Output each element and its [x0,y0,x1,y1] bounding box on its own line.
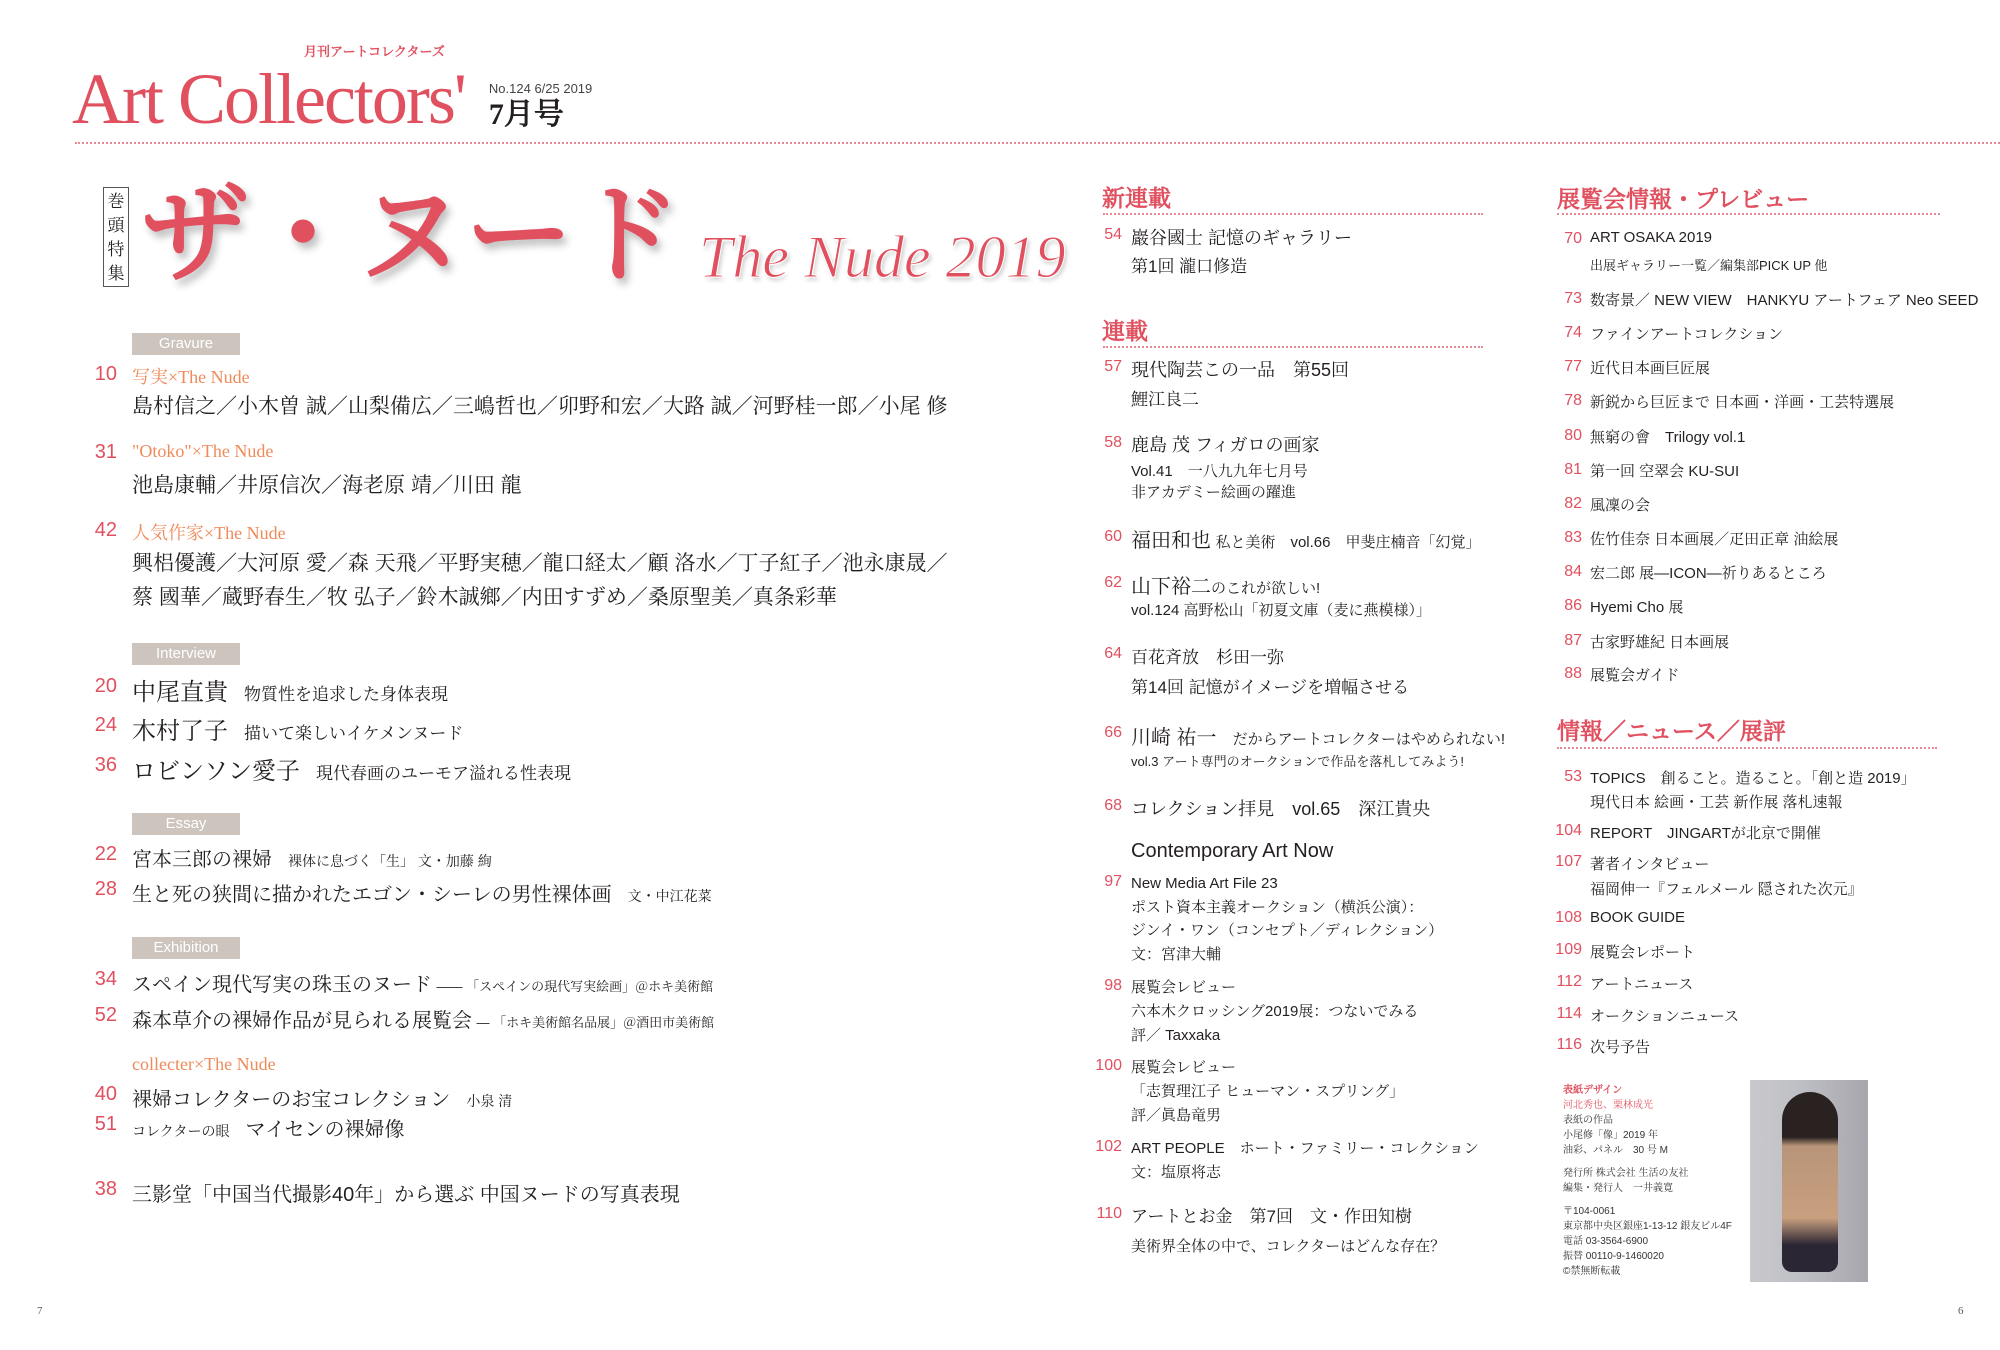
colophon-line: 東京都中央区銀座1-13-12 銀友ビル4F [1563,1221,1732,1232]
entry-title: 裸婦コレクターのお宝コレクション [132,1089,451,1111]
cover-artwork-image [1750,1080,1868,1282]
header-divider [75,142,2000,144]
entry-title[interactable]: ART OSAKA 2019 [1590,229,1713,246]
entry-desc: 物質性を追求した身体表現 [244,685,449,704]
entry-title: マイセンの裸婦像 [245,1119,405,1141]
entry-sub: vol.3 アート専門のオークションで作品を落札してみよう! [1131,754,1465,769]
page-number: 116 [1556,1036,1582,1053]
section-heading: 展覧会情報・プレビュー [1557,186,1810,212]
feature-subtitle: The Nude 2019 [699,223,1066,290]
entry-title[interactable]: 宏二郎 展—ICON—祈りあるところ [1590,565,1827,582]
toc-entry[interactable] [1131,976,1418,1048]
entry-line: 文：塩原将志 [1131,1164,1222,1181]
entry-desc: — 「ホキ美術館名品展」＠酒田市美術館 [476,1015,715,1030]
toc-entry[interactable] [1131,872,1443,966]
page-number: 54 [1104,226,1122,243]
page-number: 51 [94,1113,117,1135]
entry-sub: 出展ギャラリー一覧／編集部PICK UP 他 [1590,258,1828,273]
entry-line: アートとお金 第7回 文・作田知樹 [1131,1207,1412,1226]
entry-title[interactable]: コレクション拝見 vol.65 深江貴央 [1131,799,1431,819]
entry-sub: のこれが欲しい! [1211,580,1321,597]
entry-title[interactable]: TOPICS 創ること。造ること。「創と造 2019」 [1590,770,1916,787]
page-number: 53 [1564,768,1582,785]
interviewee: 木村了子 [132,718,228,745]
toc-entry[interactable] [1131,524,1480,553]
divider [1557,213,1940,215]
logo-block [72,44,465,138]
entry-title[interactable]: 古家野雄紀 日本画展 [1590,634,1730,651]
page-number: 24 [94,714,117,736]
page-number: 73 [1564,290,1582,307]
page-number: 87 [1564,632,1582,649]
page-number: 84 [1564,563,1582,580]
page-number: 58 [1104,434,1122,451]
page-number: 22 [94,843,117,865]
entry-title[interactable]: 風凜の会 [1590,497,1651,514]
colophon-designers: 河北秀也、栗林成光 [1563,1100,1653,1111]
colophon-label: 表紙デザイン [1563,1085,1623,1096]
page-number: 10 [94,363,117,385]
page-number: 57 [1104,358,1122,375]
entry-title[interactable]: 数寄景／ NEW VIEW HANKYU アートフェア Neo SEED [1590,292,1979,309]
entry-title[interactable]: 第一回 空翠会 KU-SUI [1590,463,1740,480]
logo-japanese: 月刊アートコレクターズ [303,44,445,59]
entry-desc: 文・中江花菜 [627,888,712,904]
entry-desc: 描いて楽しいイケメンヌード [244,724,464,743]
category-title[interactable]: "Otoko"×The Nude [132,441,274,461]
toc-entry[interactable] [1131,721,1505,750]
page-number: 110 [1096,1205,1122,1222]
entry-title[interactable]: 無窮の會 Trilogy vol.1 [1590,429,1746,446]
page-number: 102 [1095,1138,1122,1155]
entry-line: 美術界全体の中で、コレクターはどんな存在？ [1131,1238,1446,1255]
section-heading: 情報／ニュース／展評 [1557,718,1786,744]
page-number: 42 [94,519,117,541]
page-number: 66 [1104,724,1122,741]
page-number: 83 [1564,529,1582,546]
entry-title[interactable]: 展覧会ガイド [1590,667,1680,684]
section-heading: Contemporary Art Now [1131,840,1334,862]
colophon-line: 表紙の作品 [1563,1115,1613,1126]
page-number: 107 [1555,853,1582,870]
entry-title: スペイン現代写実の珠玉のヌード [132,974,432,996]
divider [1103,213,1483,215]
category-title[interactable]: 人気作家×The Nude [132,523,286,543]
section-heading: 連載 [1102,318,1148,344]
toc-entry[interactable] [132,1083,512,1112]
interviewee: 中尾直貴 [132,679,228,706]
entry-sub: Vol.41 一八九九年七月号 [1131,463,1308,480]
page-number: 78 [1564,392,1582,409]
entry-line: ART PEOPLE ホート・ファミリー・コレクション [1131,1140,1479,1157]
colophon-line: 発行所 株式会社 生活の友社 [1563,1168,1689,1179]
entry-title[interactable]: 巖谷國士 記憶のギャラリー [1131,228,1352,248]
colophon-line: 編集・発行人 一井義寛 [1563,1183,1673,1194]
page-number: 64 [1104,645,1122,662]
page-number: 60 [1104,528,1122,545]
page-number: 97 [1104,873,1122,890]
page-number: 98 [1104,977,1122,994]
entry-line: 展覧会レビュー [1131,979,1237,996]
interviewee: ロビンソン愛子 [132,758,300,785]
category-title[interactable]: 写実×The Nude [132,367,250,387]
entry-line: ポスト資本主義オークション（横浜公演）： [1131,898,1424,916]
entry-line: 評／眞島竜男 [1131,1107,1222,1124]
page-number: 62 [1104,574,1122,591]
page-number: 82 [1564,495,1582,512]
toc-entry[interactable] [132,878,712,907]
entry-title[interactable]: Hyemi Cho 展 [1590,599,1684,616]
toc-entry[interactable] [132,1004,714,1033]
entry-title[interactable]: ファインアートコレクション [1590,326,1784,343]
page-number: 68 [1104,797,1122,814]
page-number: 31 [94,441,117,463]
page-number: 81 [1564,461,1582,478]
feature-header [103,172,1066,302]
entry-title: 川崎 祐一 [1131,727,1217,749]
feature-title: ザ・ヌード [141,177,682,296]
page-number: 74 [1564,324,1582,341]
page-number: 38 [94,1178,117,1200]
entry-title: 生と死の狭間に描かれたエゴン・シーレの男性裸体画 [132,884,612,906]
entry-title[interactable]: オークションニュース [1590,1008,1739,1025]
issue-block [489,80,592,132]
entry-title[interactable]: アートニュース [1590,976,1694,993]
toc-entry[interactable]: 三影堂「中国当代撮影40年」から選ぶ 中国ヌードの写真表現 [132,1184,680,1206]
colophon-line: 〒104-0061 [1563,1206,1616,1217]
artist-names: 興梠優護／大河原 愛／森 天飛／平野実穂／龍口経太／顧 洛水／丁子紅子／池永康晟／ [132,552,948,575]
colophon [1563,1083,1732,1279]
divider [1557,747,1937,749]
entry-desc: 裸体に息づく「生」 文・加藤 絢 [288,853,492,869]
entry-desc: 小泉 清 [466,1093,513,1109]
page-number: 104 [1555,822,1582,839]
entry-title: 山下裕二 [1131,576,1211,598]
feature-label: 巻頭特集 [103,187,129,287]
magazine-logo: Art Collectors' [72,59,465,139]
entry-sub: 現代日本 絵画・工芸 新作展 落札速報 [1590,794,1843,811]
page-number: 109 [1555,941,1582,958]
page-number: 88 [1564,665,1582,682]
colophon-line: 油彩、パネル 30 号 M [1563,1145,1669,1156]
entry-title[interactable]: 近代日本画巨匠展 [1590,360,1711,377]
artist-names: 池島康輔／井原信次／海老原 靖／川田 龍 [132,474,522,497]
entry-title[interactable]: 百花斉放 杉田一弥 [1131,648,1284,667]
entry-line: 「志賀理江子 ヒューマン・スプリング」 [1131,1083,1405,1100]
entry-sub: だからアートコレクターはやめられない! [1232,731,1506,748]
entry-line: 文：宮津大輔 [1131,945,1222,963]
page-number: 34 [94,968,117,990]
entry-title[interactable]: 展覧会レポート [1590,944,1696,961]
entry-line: ジンイ・ワン（コンセプト／ディレクション） [1131,922,1444,939]
entry-title[interactable]: 佐竹佳奈 日本画展／疋田正章 油絵展 [1590,531,1839,548]
entry-prefix: コレクターの眼 [132,1123,230,1139]
page-number: 28 [94,878,117,900]
entry-title[interactable]: 次号予告 [1590,1039,1651,1056]
section-tag-essay: Essay [132,813,240,835]
entry-title: 福田和也 [1131,530,1211,552]
category-title: collecter×The Nude [132,1054,276,1074]
entry-desc: —— 「スペインの現代写実絵画」＠ホキ美術館 [436,979,714,994]
toc-entry[interactable] [132,1113,404,1142]
toc-entry[interactable] [1131,1056,1404,1128]
entry-line: 評／ Taxxaka [1131,1027,1221,1044]
page-number: 52 [94,1004,117,1026]
issue-month: 7月号 [488,98,564,131]
entry-desc: 現代春画のユーモア溢れる性表現 [316,764,572,783]
page-number: 20 [94,675,117,697]
entry-title: 宮本三郎の裸婦 [132,849,272,871]
entry-sub: 鯉江良二 [1131,390,1199,409]
section-tag-gravure: Gravure [132,333,240,355]
entry-sub: vol.124 高野松山「初夏文庫（麦に燕模様）」 [1131,602,1432,619]
toc-entry[interactable] [132,711,463,746]
page-number: 108 [1555,909,1582,926]
section-tag-exhibition: Exhibition [132,937,240,959]
entry-sub: 福岡伸一『フェルメール 隠された次元』 [1590,881,1863,898]
toc-entry[interactable] [132,843,492,872]
page-number-left: 7 [37,1305,43,1317]
divider [1103,346,1483,348]
toc-entry[interactable] [132,968,713,997]
entry-title[interactable]: 現代陶芸この一品 第55回 [1131,360,1350,380]
colophon-line: 小尾修「像」2019 年 [1563,1130,1659,1141]
page-number: 40 [94,1083,117,1105]
entry-title[interactable]: 著者インタビュー [1590,856,1710,873]
entry-sub: 第14回 記憶がイメージを増幅させる [1131,678,1410,697]
colophon-line: ©禁無断転載 [1563,1266,1621,1277]
issue-number: No.124 6/25 2019 [488,81,593,96]
toc-entry[interactable] [132,751,571,786]
entry-title: 森本草介の裸婦作品が見られる展覧会 [132,1010,472,1032]
entry-title[interactable]: REPORT JINGARTが北京で開催 [1590,825,1821,842]
toc-entry[interactable] [1131,1202,1445,1256]
page-number: 36 [94,754,117,776]
entry-sub: 私と美術 vol.66 甲斐庄楠音「幻覚」 [1215,534,1481,551]
toc-entry[interactable] [1131,1137,1479,1185]
masthead [72,44,592,138]
entry-title[interactable]: BOOK GUIDE [1590,909,1686,926]
entry-sub: 第1回 瀧口修造 [1131,257,1248,276]
page-number: 70 [1564,230,1582,247]
page-number: 77 [1564,358,1582,375]
page-number: 112 [1556,973,1582,990]
colophon-line: 電話 03-3564-6900 [1563,1236,1649,1247]
figure-shape [1782,1092,1838,1272]
entry-sub: 非アカデミー絵画の躍進 [1131,484,1296,501]
page-number-right: 6 [1958,1305,1964,1317]
artist-names: 島村信之／小木曽 誠／山梨備広／三嶋哲也／卯野和宏／大路 誠／河野桂一郎／小尾 修 [132,395,948,418]
entry-line: 六本木クロッシング2019展：つないでみる [1131,1003,1419,1020]
page-number: 80 [1564,427,1582,444]
entry-title[interactable]: 新鋭から巨匠まで 日本画・洋画・工芸特選展 [1590,394,1895,411]
artist-names: 蔡 國華／蔵野春生／牧 弘子／鈴木誠鄉／内田すずめ／桑原聖美／真条彩華 [132,586,837,609]
page-number: 100 [1095,1057,1122,1074]
section-heading: 新連載 [1102,185,1171,211]
toc-entry[interactable] [1131,570,1320,599]
colophon-line: 振替 00110-9-1460020 [1563,1251,1664,1262]
page-number: 86 [1564,597,1582,614]
page-number: 114 [1556,1005,1582,1022]
entry-title[interactable]: 鹿島 茂 フィガロの画家 [1131,435,1320,455]
entry-line: New Media Art File 23 [1131,875,1278,892]
entry-line: 展覧会レビュー [1131,1059,1237,1076]
section-tag-interview: Interview [132,643,240,665]
toc-entry[interactable] [132,672,448,707]
